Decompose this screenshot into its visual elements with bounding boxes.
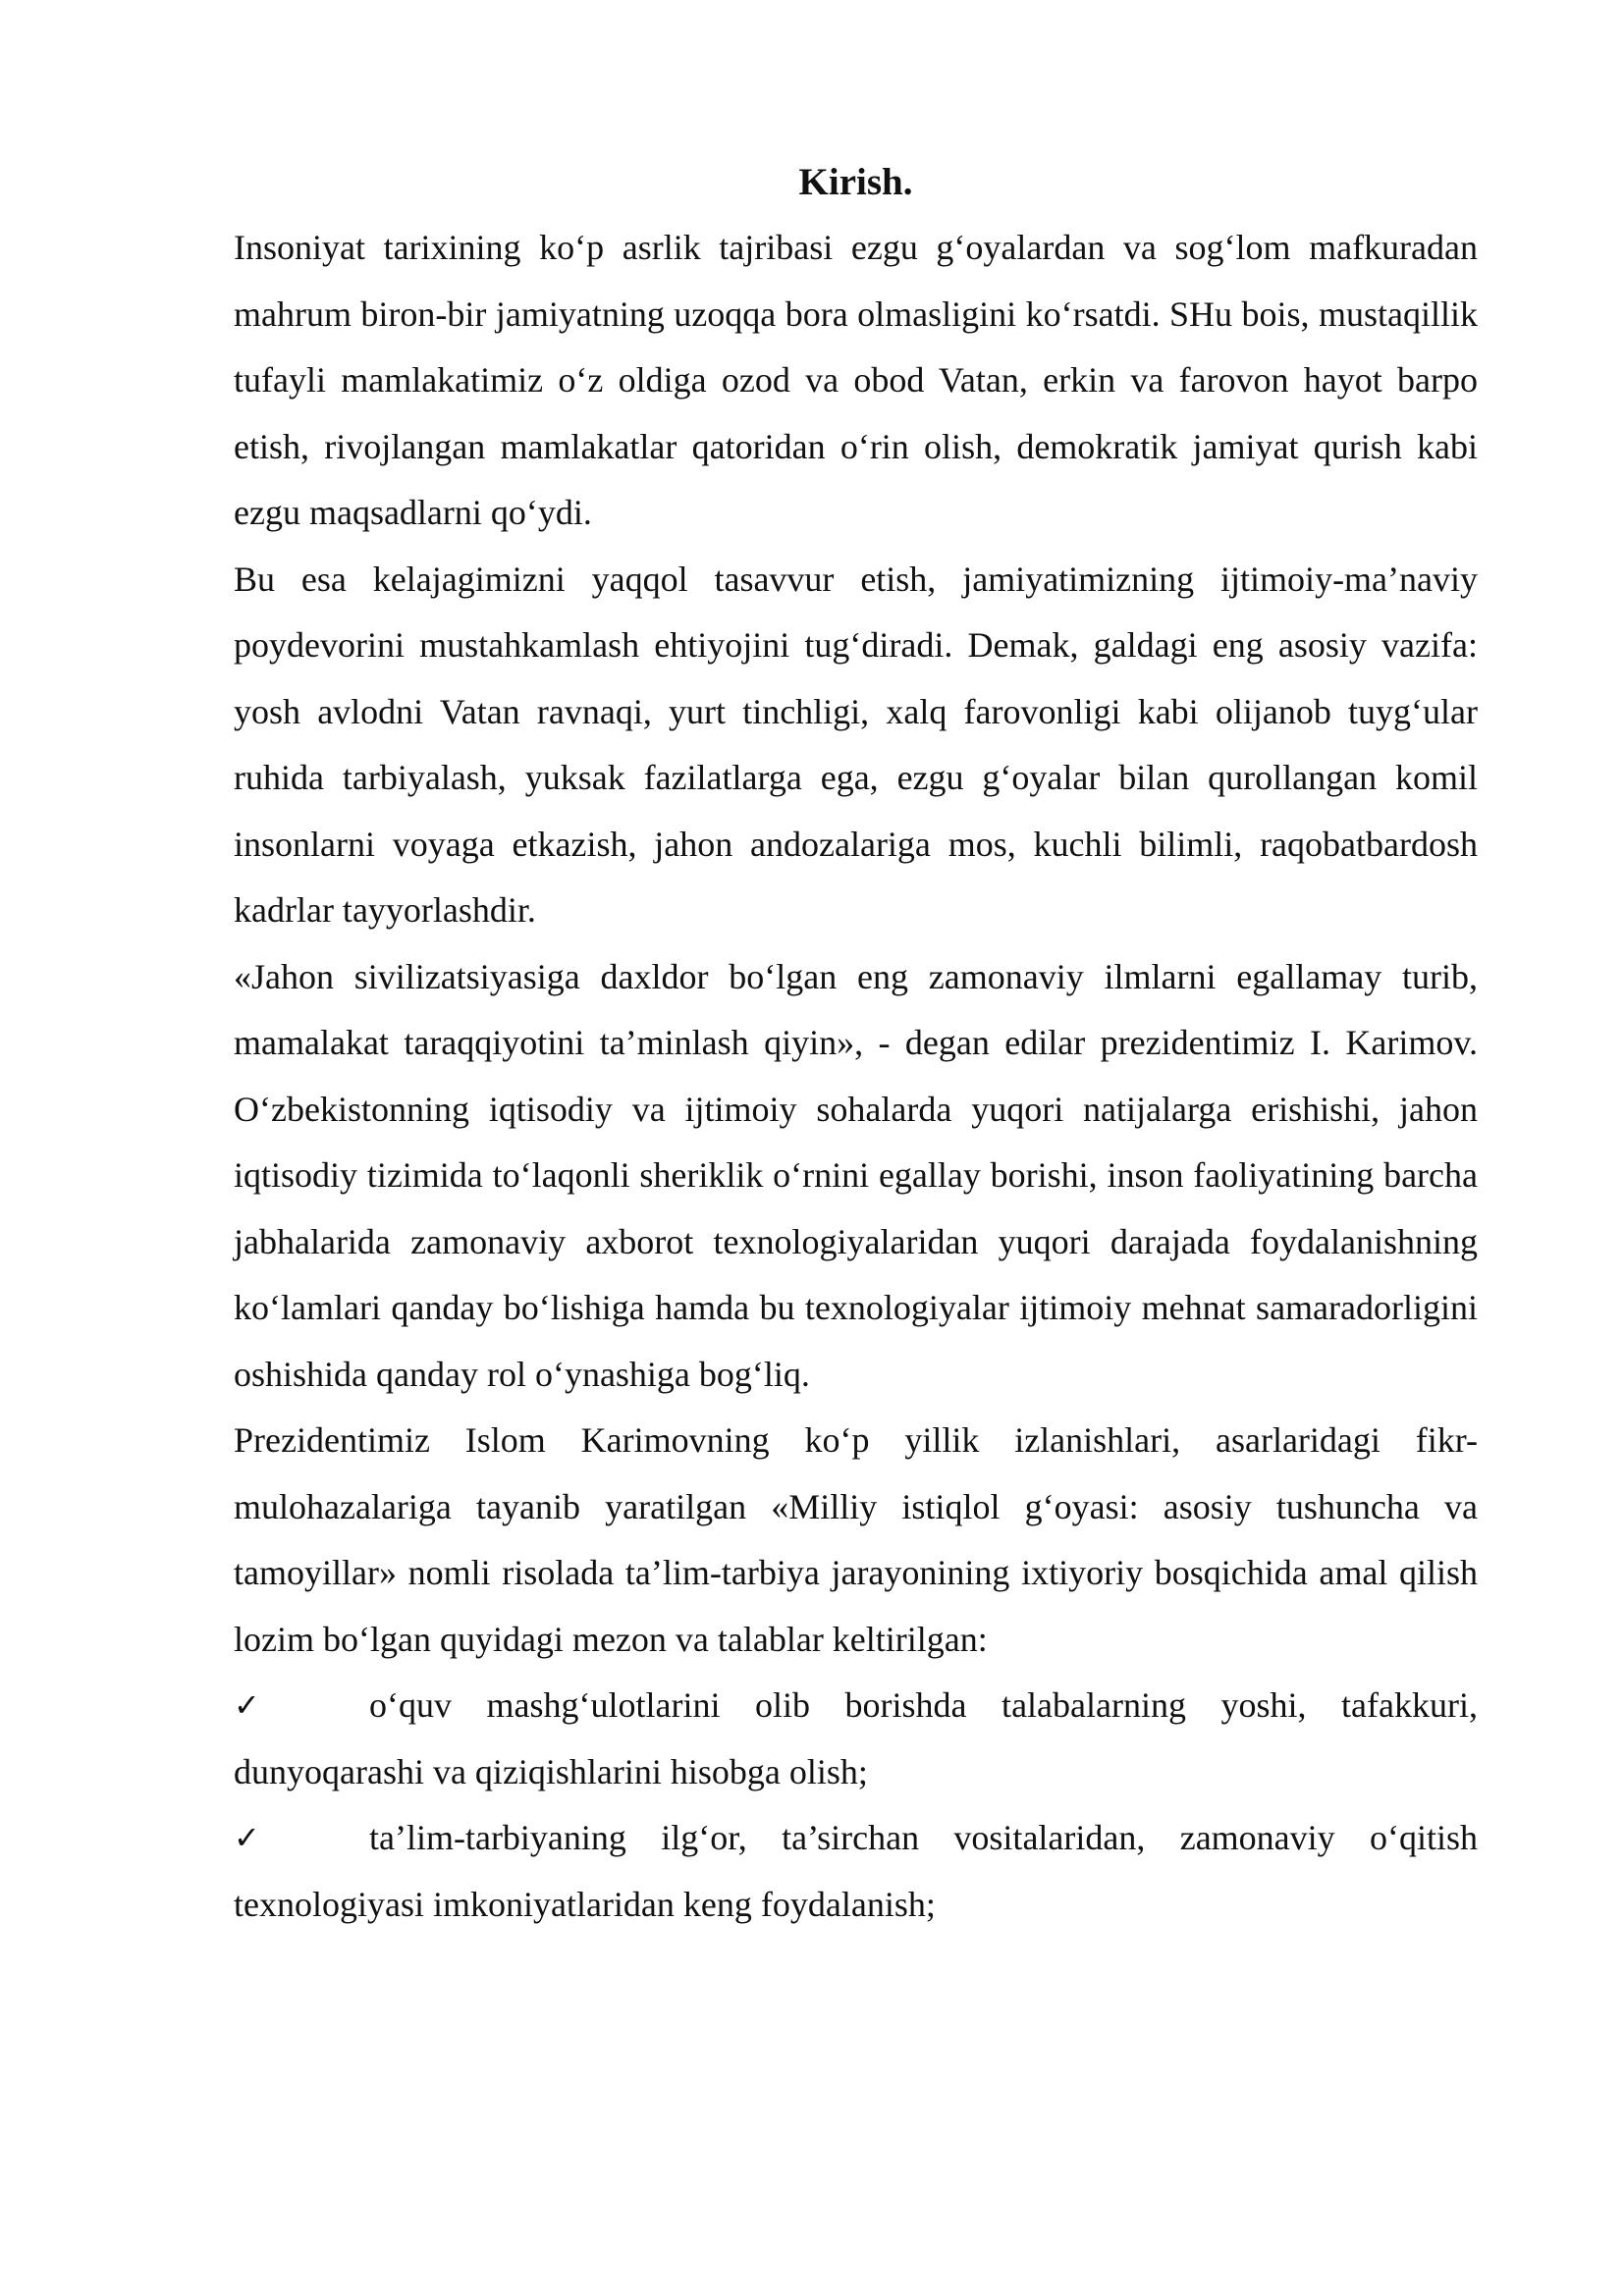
paragraph-3: «Jahon sivilizatsiyasiga daxldor bo‘lgan eng zamonaviy ilmlarni egallamay turib, mamalakat taraqqiyotini ta’minlash qiyin», - degan edilar prezidentimiz I. Karimov. O‘zbekistonning iqtisodiy va ijtimoiy sohalarda yuqori natijalarga erishishi, jahon iqtisodiy tizimida to‘laqonli sheriklik o‘rnini egallay borishi, inson faoliyatining barcha jabhalarida zamonaviy axborot texnologiyalaridan yuqori darajada foydalanishning ko‘lamlari qanday bo‘lishiga hamda bu texnologiyalar ijtimoiy mehnat samaradorligini oshishida qanday rol o‘ynashiga bog‘liq. (234, 956, 1478, 1394)
paragraph-1: Insoniyat tarixining ko‘p asrlik tajribasi ezgu g‘oyalardan va sog‘lom mafkuradan mahrum biron-bir jamiyatning uzoqqa bora olmasligini ko‘rsatdi. SHu bois, mustaqillik tufayli mamlakatimiz o‘z oldiga ozod va obod Vatan, erkin va farovon hayot barpo etish, rivojlangan mamlakatlar qatoridan o‘rin olish, demokratik jamiyat qurish kabi ezgu maqsadlarni qo‘ydi. (234, 228, 1478, 532)
checkmark-icon: ✓ (234, 1686, 260, 1724)
document-title: Kirish. (798, 161, 913, 203)
bullet-item-1 (234, 1673, 1478, 1805)
checkmark-icon: ✓ (234, 1819, 260, 1856)
paragraph-2: Bu esa kelajagimizni yaqqol tasavvur etish, jamiyatimizning ijtimoiy-ma’naviy poydevorini mustahkamlash ehtiyojini tug‘diradi. Demak, galdagi eng asosiy vazifa: yosh avlodni Vatan ravnaqi, yurt tinchligi, xalq farovonligi kabi olijanob tuyg‘ular ruhida tarbiyalash, yuksak fazilatlarga ega, ezgu g‘oyalar bilan qurollangan komil insonlarni voyaga etkazish, jahon andozalariga mos, kuchli bilimli, raqobatbardosh kadrlar tayyorlashdir. (234, 559, 1478, 930)
paragraph-4: Prezidentimiz Islom Karimovning ko‘p yillik izlanishlari, asarlaridagi fikr-mulohazalariga tayanib yaratilgan «Milliy istiqlol g‘oyasi: asosiy tushuncha va tamoyillar» nomli risolada ta’lim-tarbiya jarayonining ixtiyoriy bosqichida amal qilish lozim bo‘lgan quyidagi mezon va talablar keltirilgan: (234, 1420, 1478, 1659)
bullet-text-2: ta’lim-tarbiyaning ilg‘or, ta’sirchan vositalaridan, zamonaviy o‘qitish texnologiyasi imkoniyatlaridan keng foydalanish; (234, 1818, 1478, 1924)
document-body (234, 149, 1478, 1938)
bullet-item-2 (234, 1805, 1478, 1938)
bullet-text-1: o‘quv mashg‘ulotlarini olib borishda talabalarning yoshi, tafakkuri, dunyoqarashi va qiziqishlarini hisobga olish; (234, 1685, 1478, 1791)
